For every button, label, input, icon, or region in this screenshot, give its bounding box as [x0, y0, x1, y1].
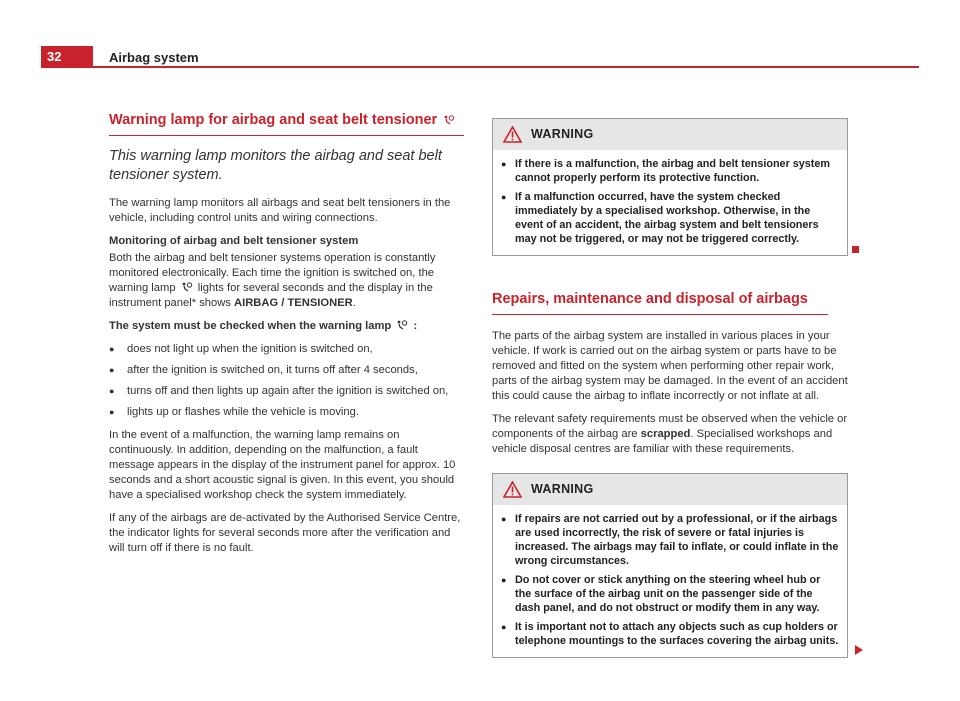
check-heading-text: The system must be checked when the warning lamp	[109, 320, 392, 332]
list-item: ● turns off and then lights up again after the ignition is switched on,	[109, 384, 464, 399]
monitoring-text-a: Both the airbag and belt tensioner systems operation is constantly monitored electronically. Each time the ignition is switched on, the warning lamp	[109, 252, 436, 294]
paragraph-airbag-parts: The parts of the airbag system are installed in various places in your vehicle. If work is carried out on the airbag system or parts have to be removed and fitted on the system when performing other repair work, parts of the airbag system may be damaged. In the event of an accident this could cause the airbag to inflate incorrectly or not inflate at all.	[492, 330, 848, 402]
list-item: ● does not light up when the ignition is switched on,	[109, 342, 464, 357]
monitoring-text-b: lights for several seconds and the display in the instrument panel*	[109, 282, 433, 309]
requirements-text-a: The relevant safety requirements must be observed when the vehicle or components of the airbag are	[492, 413, 848, 440]
paragraph-monitoring: Both the airbag and belt tensioner systems operation is constantly monitored electronically. Each time the ignition is switched on, the warning lamp lights for several seconds and the display in the instrument panel* shows AIRBAG / TENSIONER.	[109, 252, 436, 309]
intro-text: This warning lamp monitors the airbag and seat belt tensioner system.	[109, 148, 442, 183]
warning-item-text: It is important not to attach any objects such as cup holders or telephone mountings to the surfaces covering the airbag units.	[515, 621, 839, 647]
section-heading-repairs: Repairs, maintenance and disposal of airbags	[492, 292, 828, 315]
section-heading-warning-lamp	[109, 113, 464, 136]
requirements-text-b: . Specialised workshops and vehicle disposal centres are familiar with these requirements.	[492, 428, 833, 455]
warning-body	[493, 505, 847, 657]
list-item: ● lights up or flashes while the vehicle is moving.	[109, 405, 464, 420]
continued-arrow-icon	[855, 645, 863, 655]
warning-item-text: Do not cover or stick anything on the steering wheel hub or the surface of the airbag unit on the passenger side of the dash panel, and do not obstruct or modify them in any way.	[515, 574, 821, 614]
page-number: 32	[41, 46, 93, 68]
warning-item: ● If there is a malfunction, the airbag and belt tensioner system cannot properly perform its protective function.	[501, 158, 830, 184]
warning-item-text: If there is a malfunction, the airbag and belt tensioner system cannot properly perform its protective function.	[515, 158, 830, 184]
chapter-title: Airbag system	[109, 50, 199, 65]
warning-box-repairs	[492, 473, 848, 658]
paragraph-lamp-monitors: The warning lamp monitors all airbags and seat belt tensioners in the vehicle, including control units and wiring connections.	[109, 197, 451, 224]
airbag-warning-lamp-icon	[181, 282, 193, 292]
list-item: ● after the ignition is switched on, it turns off after 4 seconds,	[109, 363, 464, 378]
warning-item: ● If a malfunction occurred, have the system checked immediately by a specialised workshop. Otherwise, in the event of an accident, the airbag system and belt tensioners may not be triggered, or may not be triggered correctly.	[501, 191, 819, 245]
warning-triangle-icon	[503, 481, 522, 498]
airbag-warning-lamp-icon	[396, 320, 408, 330]
subheading-monitoring: Monitoring of airbag and belt tensioner system	[109, 235, 359, 247]
airbag-warning-lamp-icon	[443, 115, 455, 125]
display-message: AIRBAG / TENSIONER	[234, 297, 353, 309]
header-rule	[93, 66, 919, 68]
end-of-section-marker	[852, 246, 859, 253]
warning-header	[493, 474, 847, 505]
warning-item-text: If repairs are not carried out by a professional, or if the airbags are used incorrectly, the risk of severe or fatal injuries is increased. The airbags may fail to inflate, or could inflate in the wrong circumstances.	[515, 513, 839, 567]
paragraph-safety-requirements	[492, 412, 848, 457]
warning-item-text: If a malfunction occurred, have the system checked immediately by a specialised workshop. Otherwise, in the event of an accident, the airbag system and belt tensioners may not be triggered, or may not be triggered correctly.	[515, 191, 819, 245]
warning-box-malfunction	[492, 118, 848, 256]
warning-item: ● Do not cover or stick anything on the steering wheel hub or the surface of the airbag unit on the passenger side of the dash panel, and do not obstruct or modify them in any way.	[501, 574, 821, 614]
warning-title: WARNING	[531, 482, 594, 496]
warning-title: WARNING	[531, 127, 594, 141]
warning-body	[493, 150, 847, 255]
subheading-system-check	[109, 319, 464, 334]
check-conditions-list	[109, 342, 464, 420]
check-heading-colon: :	[413, 320, 418, 332]
section-heading-text: Warning lamp for airbag and seat belt tensioner	[109, 112, 438, 128]
scrapped-word: scrapped	[640, 428, 691, 440]
shows-word: shows	[199, 297, 231, 309]
warning-triangle-icon	[503, 126, 522, 143]
warning-header	[493, 119, 847, 150]
right-column	[492, 118, 848, 658]
left-column	[109, 113, 464, 564]
warning-item: ● If repairs are not carried out by a professional, or if the airbags are used incorrectly, the risk of severe or fatal injuries is increased. The airbags may fail to inflate, or could inflate in the wrong circumstances.	[501, 513, 839, 567]
paragraph-deactivated: If any of the airbags are de-activated by the Authorised Service Centre, the indicator lights for several seconds more after the verification and will turn off if there is no fault.	[109, 512, 461, 554]
paragraph-malfunction: In the event of a malfunction, the warning lamp remains on continuously. In addition, depending on the malfunction, a fault message appears in the display of the instrument panel for approx. 10 seconds and a short acoustic signal is given. In this event, you should have a specialised workshop check the system immediately.	[109, 429, 456, 501]
warning-item: ● It is important not to attach any objects such as cup holders or telephone mountings to the surfaces covering the airbag units.	[501, 621, 839, 647]
